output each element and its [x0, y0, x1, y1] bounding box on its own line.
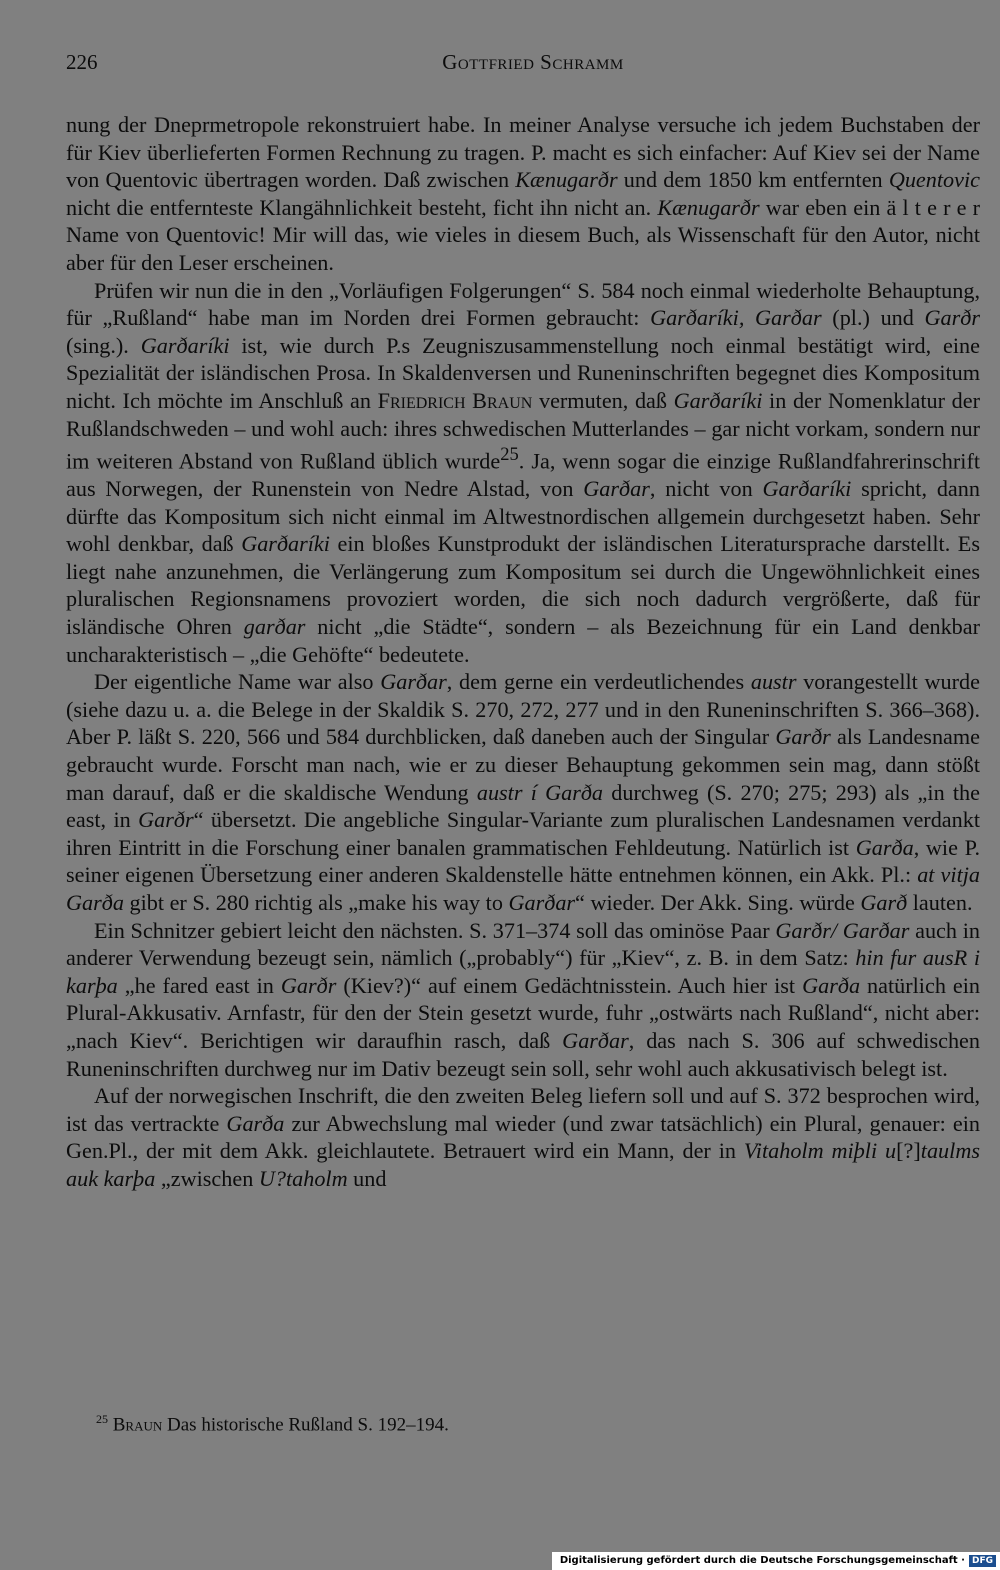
- paragraph: Der eigentliche Name war also Garðar, dem gerne ein verdeutlichendes austr vorangestellt wurde (siehe dazu u. a. die Belege in der Skaldik S. 270, 272, 277 und in den Runeninschriften S. 366–368). Aber P. läßt S. 220, 566 und 584 durchblicken, daß daneben auch der Singular Garðr als Landesname gebraucht wurde. Forscht man nach, wie er zu dieser Behauptung gekommen sein mag, dann stößt man darauf, daß er die skaldische Wendung austr í Garða durchweg (S. 270; 275; 293) als „in the east, in Garðr“ übersetzt. Die angebliche Singular-Variante zum pluralischen Landesnamen verdankt ihren Eintritt in die Forschung einer banalen grammatischen Fehldeutung. Natürlich ist Garða, wie P. seiner eigenen Übersetzung einer anderen Skaldenstelle hätte entnehmen können, ein Akk. Pl.: at vitja Garða gibt er S. 280 richtig als „make his way to Garðar“ wieder. Der Akk. Sing. würde Garð lauten.: [66, 669, 980, 916]
- footnote: [66, 1407, 980, 1437]
- body-text: [66, 111, 980, 1193]
- paragraph: Auf der norwegischen Inschrift, die den zweiten Beleg liefern soll und auf S. 372 besprochen wird, ist das vertrackte Garða zur Abwechslung mal wieder (und zwar tatsächlich) ein Plural, genauer: ein Gen.Pl., der mit dem Akk. gleichlautete. Betrauert wird ein Mann, der in Vitaholm miþli u[?]taulms auk karþa „zwischen U?taholm und: [66, 1083, 980, 1191]
- page-number: 226: [66, 50, 98, 74]
- page-header: [66, 50, 980, 80]
- paragraph: Prüfen wir nun die in den „Vorläufigen Folgerungen“ S. 584 noch einmal wiederholte Behauptung, für „Rußland“ habe man im Norden drei Formen gebraucht: Garðaríki, Garðar (pl.) und Garðr (sing.). Garðaríki ist, wie durch P.s Zeugniszusammenstellung noch einmal bestätigt wird, eine Spezialität der isländischen Prosa. In Skaldenversen und Runeninschriften begegnet dies Kompositum nicht. Ich möchte im Anschluß an Friedrich Braun vermuten, daß Garðaríki in der Nomenklatur der Rußlandschweden – und wohl auch: ihres schwedischen Mutterlandes – gar nicht vorkam, sondern nur im weiteren Abstand von Rußland üblich wurde$^{25}$. Ja, wenn sogar die einzige Rußlandfahrerinschrift aus Norwegen, der Runenstein von Nedre Alstad, von Garðar, nicht von Garðaríki spricht, dann dürfte das Kompositum sich nicht einmal im Altwestnordischen allgemein durchgesetzt haben. Sehr wohl denkbar, daß Garðaríki ein bloßes Kunstprodukt der isländischen Literatursprache darstellt. Es liegt nahe anzunehmen, die Verlängerung zum Kompositum sei durch die Ungewöhnlichkeit eines pluralischen Regionsnamens provoziert worden, die sich noch dadurch vergrößerte, daß für isländische Ohren garðar nicht „die Städte“, sondern – als Bezeichnung für ein Land denkbar uncharakteristisch – „die Gehöfte“ bedeutete.: [66, 277, 981, 667]
- footnote-text: Braun Das historische Rußland S. 192–194.: [112, 1414, 449, 1436]
- footnote-number: 25: [96, 1412, 108, 1426]
- paragraph: nung der Dneprmetropole rekonstruiert habe. In meiner Analyse versuche ich jedem Buchstaben der für Kiev überlieferten Formen Rechnung zu tragen. P. macht es sich einfacher: Auf Kiev sei der Name von Quentovic übertragen worden. Daß zwischen Kænugarðr und dem 1850 km entfernten Quentovic nicht die entfernteste Klangähnlichkeit besteht, ficht ihn nicht an. Kænugarðr war eben ein ä l t e r e r Name von Quentovic! Mir will das, wie vieles in diesem Buch, als Wissenschaft für den Autor, nicht aber für den Leser erscheinen.: [66, 112, 980, 275]
- paragraph: Ein Schnitzer gebiert leicht den nächsten. S. 371–374 soll das ominöse Paar Garðr/ Garðar auch in anderer Verwendung bezeugt sein, nämlich („probably“) für „Kiev“, z. B. in dem Satz: hin fur ausR i karþa „he fared east in Garðr (Kiev?)“ auf einem Gedächtnisstein. Auch hier ist Garða natürlich ein Plural-Akkusativ. Arnfastr, für den der Stein gesetzt wurde, fuhr „ostwärts nach Rußland“, nicht aber: „nach Kiev“. Berichtigen wir daraufhin rasch, daß Garðar, das nach S. 306 auf schwedischen Runeninschriften durchweg nur im Dativ bezeugt sein soll, sehr wohl auch akkusativisch belegt ist.: [66, 917, 981, 1081]
- dfg-logo-icon: DFG: [969, 1555, 996, 1567]
- credit-text: Digitalisierung gefördert durch die Deutsche Forschungsgemeinschaft ·: [559, 1555, 965, 1566]
- running-head: Gottfried Schramm: [442, 50, 624, 74]
- digitization-credit: [552, 1552, 1000, 1570]
